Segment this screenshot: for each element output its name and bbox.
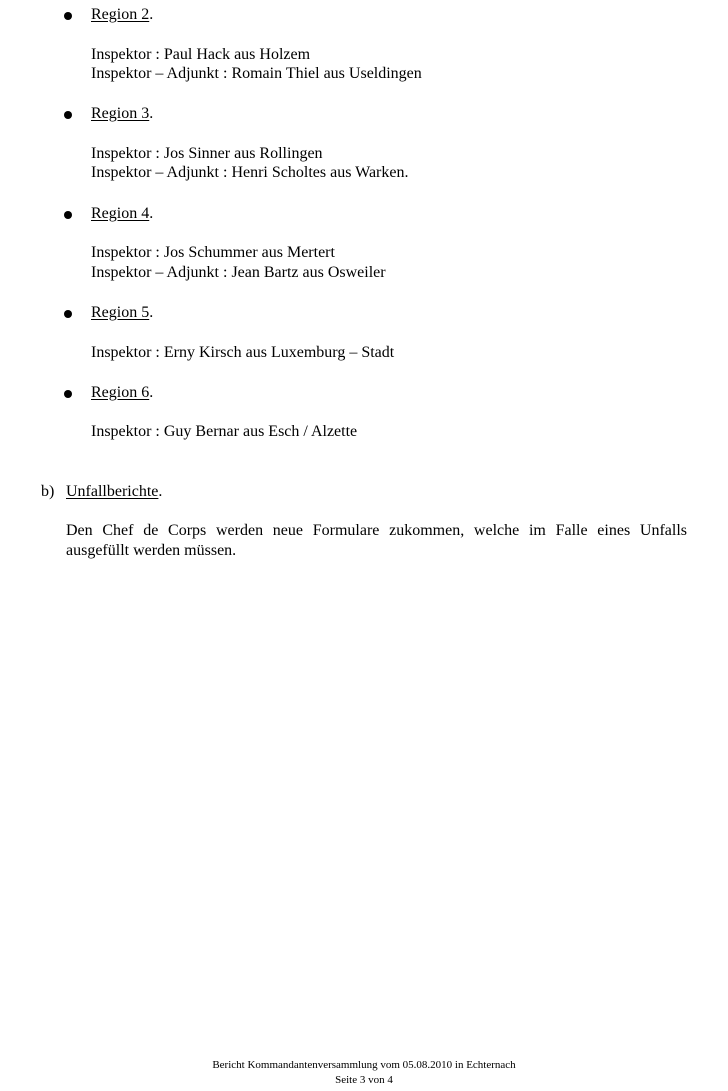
inspektor-line: Inspektor : Jos Schummer aus Mertert — [91, 244, 335, 261]
region-heading-label: Region 3 — [91, 105, 150, 122]
bullet-icon — [64, 12, 72, 20]
region-heading: Region 3. — [91, 105, 154, 122]
paragraph-line: ausgefüllt werden müssen. — [66, 542, 237, 559]
region-heading: Region 5. — [91, 304, 154, 321]
section-paragraph — [66, 521, 687, 561]
bullet-icon — [64, 390, 72, 398]
section-marker: b) — [41, 483, 55, 500]
region-heading: Region 6. — [91, 384, 154, 401]
bullet-icon — [64, 111, 72, 119]
region-heading-label: Region 5 — [91, 304, 150, 321]
region-heading-label: Region 2 — [91, 6, 150, 23]
footer-title: Bericht Kommandantenversammlung vom 05.08.2010 in Echternach — [212, 1059, 516, 1071]
inspektor-line: Inspektor : Paul Hack aus Holzem — [91, 46, 311, 63]
region-heading: Region 2. — [91, 6, 154, 23]
inspektor-line: Inspektor : Guy Bernar aus Esch / Alzette — [91, 423, 358, 440]
section-heading: Unfallberichte. — [66, 483, 163, 500]
bullet-icon — [64, 310, 72, 318]
section-heading-label: Unfallberichte — [66, 483, 159, 500]
region-heading-label: Region 4 — [91, 205, 150, 222]
adjunkt-line: Inspektor – Adjunkt : Henri Scholtes aus Warken. — [91, 164, 409, 181]
bullet-icon — [64, 211, 72, 219]
paragraph-line: Den Chef de Corps werden neue Formulare zukommen, welche im Falle eines Unfalls — [66, 522, 687, 539]
region-heading: Region 4. — [91, 205, 154, 222]
inspektor-line: Inspektor : Erny Kirsch aus Luxemburg – Stadt — [91, 344, 395, 361]
adjunkt-line: Inspektor – Adjunkt : Romain Thiel aus Useldingen — [91, 65, 422, 82]
adjunkt-line: Inspektor – Adjunkt : Jean Bartz aus Osweiler — [91, 264, 386, 281]
region-heading-label: Region 6 — [91, 384, 150, 401]
page-number: Seite 3 von 4 — [335, 1074, 393, 1086]
inspektor-line: Inspektor : Jos Sinner aus Rollingen — [91, 145, 323, 162]
